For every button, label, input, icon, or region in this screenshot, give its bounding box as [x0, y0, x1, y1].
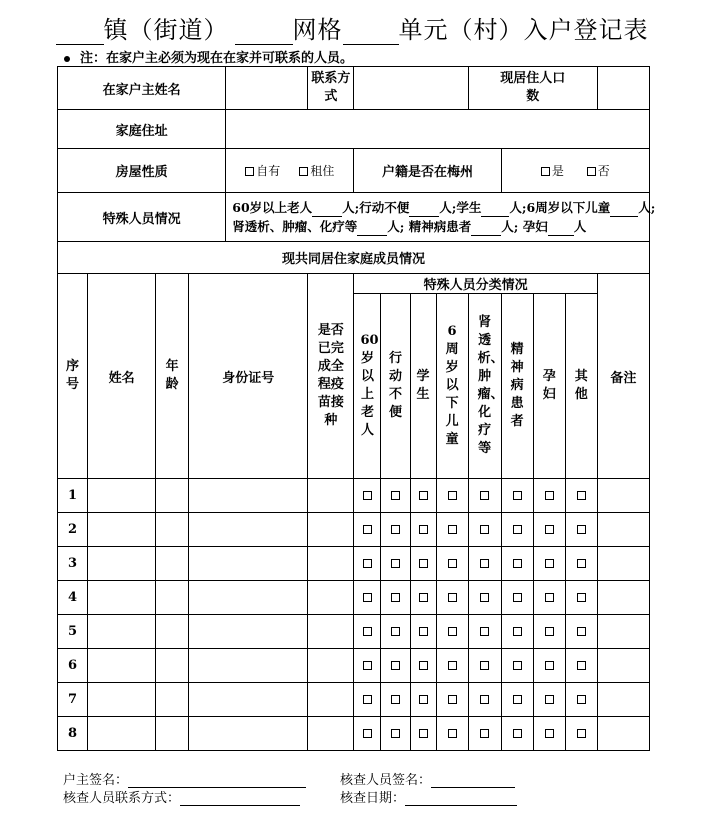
meizhou-no-checkbox[interactable]: [587, 167, 596, 176]
table-row: [58, 717, 650, 751]
member-student-checkbox[interactable]: [419, 559, 428, 568]
member-remarks-cell[interactable]: [597, 615, 649, 649]
member-elderly-cell: [354, 547, 381, 581]
member-name-cell[interactable]: [88, 513, 156, 547]
member-name-cell[interactable]: [88, 615, 156, 649]
form-title: [0, 10, 704, 45]
member-other-cell: [565, 547, 597, 581]
special-summary: 60岁以上老人 人;行动不便 人;学生 人;6周岁以下儿童 人; 肾透析、肿瘤、化疗等 人; 精神病患者 人; 孕妇 人: [226, 193, 650, 242]
member-elderly-cell: [354, 717, 381, 751]
member-mobility-checkbox[interactable]: [391, 525, 400, 534]
member-mental-cell: [501, 479, 533, 513]
member-mobility-checkbox[interactable]: [391, 627, 400, 636]
member-other-cell: [565, 615, 597, 649]
member-child-checkbox[interactable]: [448, 627, 457, 636]
member-pregnant-cell: [533, 649, 565, 683]
member-student-checkbox[interactable]: [419, 729, 428, 738]
inspect-date-field[interactable]: [405, 791, 517, 806]
member-id-cell[interactable]: [189, 615, 308, 649]
member-id-cell[interactable]: [189, 717, 308, 751]
member-age-cell[interactable]: [156, 649, 189, 683]
member-dialysis-cell: [468, 547, 501, 581]
member-mobility-cell: [381, 717, 410, 751]
table-row: [58, 581, 650, 615]
member-age-cell[interactable]: [156, 513, 189, 547]
head-signature-field[interactable]: [128, 773, 306, 788]
member-dialysis-checkbox[interactable]: [480, 525, 489, 534]
col-pregnant: 孕妇: [533, 294, 565, 479]
member-mental-cell: [501, 513, 533, 547]
row-number: 7: [58, 683, 88, 717]
house-type-options: 自有 租住: [226, 149, 354, 193]
members-section-title: 现共同居住家庭成员情况: [58, 242, 650, 274]
member-id-cell[interactable]: [189, 479, 308, 513]
member-elderly-checkbox[interactable]: [363, 661, 372, 670]
member-elderly-cell: [354, 683, 381, 717]
col-child: 6周岁以下儿童: [436, 294, 468, 479]
member-dialysis-checkbox[interactable]: [480, 491, 489, 500]
inspector-contact-field[interactable]: [180, 791, 300, 806]
member-dialysis-cell: [468, 615, 501, 649]
col-student: 学生: [410, 294, 436, 479]
member-mental-checkbox[interactable]: [513, 729, 522, 738]
title-part1: 镇（街道）: [103, 16, 229, 44]
grid-blank[interactable]: [235, 18, 293, 45]
bullet-icon: [64, 56, 70, 62]
house-type-label: 房屋性质: [58, 149, 226, 193]
member-dialysis-cell: [468, 649, 501, 683]
member-mobility-cell: [381, 683, 410, 717]
member-pregnant-cell: [533, 615, 565, 649]
member-elderly-checkbox[interactable]: [363, 525, 372, 534]
member-name-cell[interactable]: [88, 649, 156, 683]
resident-count-field[interactable]: [597, 67, 649, 110]
member-child-cell: [436, 547, 468, 581]
member-name-cell[interactable]: [88, 581, 156, 615]
member-student-cell: [410, 615, 436, 649]
member-vaccinated-cell[interactable]: [308, 581, 354, 615]
member-name-cell[interactable]: [88, 717, 156, 751]
member-pregnant-checkbox[interactable]: [545, 695, 554, 704]
member-mental-cell: [501, 615, 533, 649]
member-mobility-checkbox[interactable]: [391, 661, 400, 670]
pregnant-count-blank[interactable]: [548, 235, 574, 236]
col-remarks: 备注: [597, 274, 649, 479]
member-age-cell[interactable]: [156, 479, 189, 513]
member-mobility-cell: [381, 649, 410, 683]
member-mobility-cell: [381, 615, 410, 649]
member-mental-cell: [501, 717, 533, 751]
member-remarks-cell[interactable]: [597, 581, 649, 615]
member-pregnant-checkbox[interactable]: [545, 593, 554, 602]
member-dialysis-cell: [468, 479, 501, 513]
member-elderly-checkbox[interactable]: [363, 729, 372, 738]
member-id-cell[interactable]: [189, 547, 308, 581]
meizhou-options: 是 否: [501, 149, 649, 193]
member-mental-checkbox[interactable]: [513, 525, 522, 534]
member-mobility-cell: [381, 581, 410, 615]
member-vaccinated-cell[interactable]: [308, 649, 354, 683]
member-remarks-cell[interactable]: [597, 649, 649, 683]
row-number: 4: [58, 581, 88, 615]
member-child-checkbox[interactable]: [448, 559, 457, 568]
member-vaccinated-cell[interactable]: [308, 479, 354, 513]
col-other: 其他: [565, 294, 597, 479]
member-mobility-cell: [381, 479, 410, 513]
member-pregnant-checkbox[interactable]: [545, 661, 554, 670]
contact-label: 联系方式: [308, 67, 354, 110]
col-elderly: 60岁以上老人: [354, 294, 381, 479]
member-student-checkbox[interactable]: [419, 695, 428, 704]
head-signature-line: 户主签名：: [63, 769, 306, 788]
member-child-cell: [436, 581, 468, 615]
member-dialysis-cell: [468, 683, 501, 717]
member-other-checkbox[interactable]: [577, 491, 586, 500]
member-pregnant-checkbox[interactable]: [545, 559, 554, 568]
member-mental-cell: [501, 581, 533, 615]
member-child-checkbox[interactable]: [448, 661, 457, 670]
member-dialysis-cell: [468, 513, 501, 547]
member-pregnant-cell: [533, 683, 565, 717]
member-dialysis-cell: [468, 717, 501, 751]
col-seq: 序号: [58, 274, 88, 479]
member-age-cell[interactable]: [156, 717, 189, 751]
member-student-cell: [410, 513, 436, 547]
member-child-cell: [436, 479, 468, 513]
member-elderly-checkbox[interactable]: [363, 491, 372, 500]
member-child-cell: [436, 649, 468, 683]
inspect-date-line: 核查日期：: [340, 787, 517, 806]
member-child-checkbox[interactable]: [448, 593, 457, 602]
member-remarks-cell[interactable]: [597, 547, 649, 581]
head-name-label: 在家户主姓名: [58, 67, 226, 110]
member-pregnant-cell: [533, 547, 565, 581]
member-elderly-cell: [354, 581, 381, 615]
member-pregnant-checkbox[interactable]: [545, 729, 554, 738]
house-rent-checkbox[interactable]: [299, 167, 308, 176]
member-remarks-cell[interactable]: [597, 717, 649, 751]
member-mental-checkbox[interactable]: [513, 627, 522, 636]
col-dialysis: 肾透析、肿瘤、化疗等: [468, 294, 501, 479]
member-elderly-checkbox[interactable]: [363, 627, 372, 636]
row-number: 6: [58, 649, 88, 683]
member-child-cell: [436, 683, 468, 717]
member-mental-checkbox[interactable]: [513, 491, 522, 500]
member-elderly-cell: [354, 649, 381, 683]
member-vaccinated-cell[interactable]: [308, 717, 354, 751]
member-elderly-cell: [354, 479, 381, 513]
member-mobility-checkbox[interactable]: [391, 559, 400, 568]
title-part2: 网格: [292, 16, 343, 44]
member-student-checkbox[interactable]: [419, 491, 428, 500]
dialysis-count-blank[interactable]: [357, 235, 387, 236]
member-student-cell: [410, 649, 436, 683]
inspector-signature-line: 核查人员签名：: [340, 769, 515, 788]
member-mental-cell: [501, 649, 533, 683]
special-label: 特殊人员情况: [58, 193, 226, 242]
member-child-cell: [436, 615, 468, 649]
member-pregnant-cell: [533, 479, 565, 513]
town-blank[interactable]: [56, 18, 104, 45]
member-other-checkbox[interactable]: [577, 593, 586, 602]
member-child-checkbox[interactable]: [448, 695, 457, 704]
member-child-checkbox[interactable]: [448, 491, 457, 500]
title-part3: 单元（村）入户登记表: [398, 16, 649, 44]
member-id-cell[interactable]: [189, 649, 308, 683]
table-row: [58, 649, 650, 683]
member-dialysis-checkbox[interactable]: [480, 661, 489, 670]
mental-count-blank[interactable]: [471, 235, 501, 236]
house-own-checkbox[interactable]: [245, 167, 254, 176]
col-special-group: 特殊人员分类情况: [354, 274, 597, 294]
member-mental-cell: [501, 547, 533, 581]
table-row: [58, 479, 650, 513]
member-dialysis-checkbox[interactable]: [480, 627, 489, 636]
unit-blank[interactable]: [343, 18, 399, 45]
member-vaccinated-cell[interactable]: [308, 683, 354, 717]
member-mobility-checkbox[interactable]: [391, 491, 400, 500]
member-age-cell[interactable]: [156, 615, 189, 649]
member-age-cell[interactable]: [156, 683, 189, 717]
member-remarks-cell[interactable]: [597, 479, 649, 513]
member-student-checkbox[interactable]: [419, 525, 428, 534]
address-field[interactable]: [226, 110, 650, 149]
member-id-cell[interactable]: [189, 581, 308, 615]
member-mobility-cell: [381, 547, 410, 581]
member-dialysis-checkbox[interactable]: [480, 729, 489, 738]
member-mental-checkbox[interactable]: [513, 695, 522, 704]
member-other-checkbox[interactable]: [577, 627, 586, 636]
member-elderly-cell: [354, 513, 381, 547]
member-pregnant-cell: [533, 717, 565, 751]
col-age: 年龄: [156, 274, 189, 479]
member-student-checkbox[interactable]: [419, 627, 428, 636]
member-elderly-cell: [354, 615, 381, 649]
member-student-cell: [410, 581, 436, 615]
member-dialysis-checkbox[interactable]: [480, 593, 489, 602]
col-mobility: 行动不便: [381, 294, 410, 479]
col-name: 姓名: [88, 274, 156, 479]
inspector-signature-field[interactable]: [431, 773, 515, 788]
member-other-cell: [565, 683, 597, 717]
note: 注：在家户主必须为现在在家并可联系的人员。: [64, 47, 353, 66]
member-age-cell[interactable]: [156, 581, 189, 615]
member-remarks-cell[interactable]: [597, 683, 649, 717]
child-count-blank[interactable]: [610, 216, 638, 217]
address-label: 家庭住址: [58, 110, 226, 149]
member-name-cell[interactable]: [88, 547, 156, 581]
registration-table: [57, 66, 656, 751]
row-number: 8: [58, 717, 88, 751]
member-pregnant-cell: [533, 513, 565, 547]
member-id-cell[interactable]: [189, 683, 308, 717]
col-id-card: 身份证号: [189, 274, 308, 479]
member-vaccinated-cell[interactable]: [308, 547, 354, 581]
member-pregnant-checkbox[interactable]: [545, 627, 554, 636]
inspector-contact-line: 核查人员联系方式：: [63, 787, 300, 806]
row-number: 3: [58, 547, 88, 581]
member-pregnant-cell: [533, 581, 565, 615]
member-vaccinated-cell[interactable]: [308, 615, 354, 649]
member-other-cell: [565, 717, 597, 751]
table-row: [58, 547, 650, 581]
member-student-checkbox[interactable]: [419, 593, 428, 602]
member-mobility-checkbox[interactable]: [391, 593, 400, 602]
member-student-cell: [410, 683, 436, 717]
member-mental-checkbox[interactable]: [513, 661, 522, 670]
member-other-checkbox[interactable]: [577, 729, 586, 738]
member-other-cell: [565, 581, 597, 615]
member-dialysis-cell: [468, 581, 501, 615]
member-other-cell: [565, 649, 597, 683]
row-number: 2: [58, 513, 88, 547]
member-dialysis-checkbox[interactable]: [480, 695, 489, 704]
member-remarks-cell[interactable]: [597, 513, 649, 547]
member-pregnant-checkbox[interactable]: [545, 491, 554, 500]
member-student-cell: [410, 479, 436, 513]
member-student-cell: [410, 547, 436, 581]
member-mobility-checkbox[interactable]: [391, 729, 400, 738]
member-other-cell: [565, 479, 597, 513]
member-pregnant-checkbox[interactable]: [545, 525, 554, 534]
col-mental: 精神病患者: [501, 294, 533, 479]
member-mental-cell: [501, 683, 533, 717]
member-mental-checkbox[interactable]: [513, 593, 522, 602]
member-mental-checkbox[interactable]: [513, 559, 522, 568]
row-number: 1: [58, 479, 88, 513]
member-other-checkbox[interactable]: [577, 559, 586, 568]
member-vaccinated-cell[interactable]: [308, 513, 354, 547]
member-child-cell: [436, 513, 468, 547]
member-child-checkbox[interactable]: [448, 729, 457, 738]
member-other-cell: [565, 513, 597, 547]
member-child-cell: [436, 717, 468, 751]
member-child-checkbox[interactable]: [448, 525, 457, 534]
meizhou-label: 户籍是否在梅州: [354, 149, 501, 193]
member-name-cell[interactable]: [88, 683, 156, 717]
member-other-checkbox[interactable]: [577, 661, 586, 670]
member-id-cell[interactable]: [189, 513, 308, 547]
resident-count-label: 现居住人口数: [468, 67, 597, 110]
member-elderly-checkbox[interactable]: [363, 695, 372, 704]
member-mobility-checkbox[interactable]: [391, 695, 400, 704]
meizhou-yes-checkbox[interactable]: [541, 167, 550, 176]
member-elderly-checkbox[interactable]: [363, 559, 372, 568]
member-student-cell: [410, 717, 436, 751]
contact-field[interactable]: [354, 67, 468, 110]
member-age-cell[interactable]: [156, 547, 189, 581]
table-row: [58, 683, 650, 717]
table-row: [58, 513, 650, 547]
member-student-checkbox[interactable]: [419, 661, 428, 670]
member-dialysis-checkbox[interactable]: [480, 559, 489, 568]
member-other-checkbox[interactable]: [577, 525, 586, 534]
head-name-field[interactable]: [226, 67, 308, 110]
col-vaccinated: 是否已完成全程疫苗接种: [308, 274, 354, 479]
member-name-cell[interactable]: [88, 479, 156, 513]
table-row: [58, 615, 650, 649]
row-number: 5: [58, 615, 88, 649]
member-mobility-cell: [381, 513, 410, 547]
member-other-checkbox[interactable]: [577, 695, 586, 704]
member-elderly-checkbox[interactable]: [363, 593, 372, 602]
